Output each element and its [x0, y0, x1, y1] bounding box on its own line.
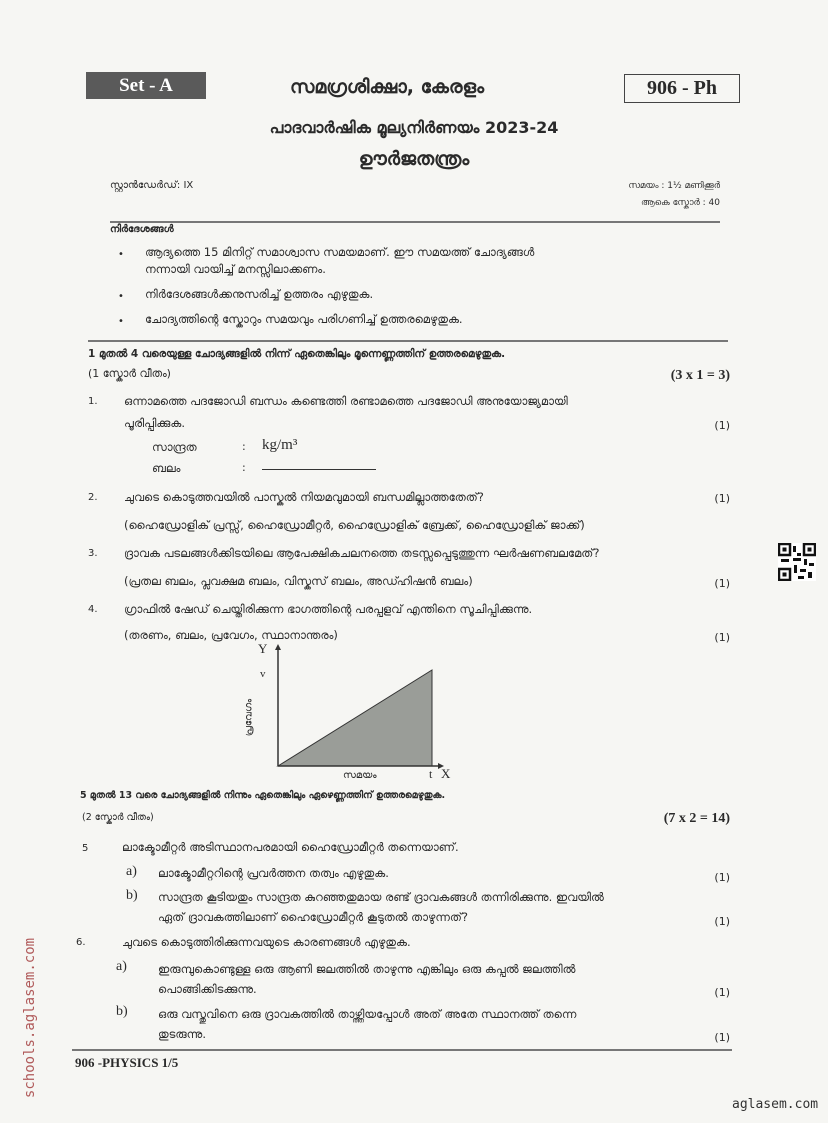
mark: (1) [714, 631, 730, 644]
subpart-label: b) [116, 1004, 128, 1019]
options: (തരണം, ബലം, പ്രവേഗം, സ്ഥാനാന്തരം) [124, 628, 338, 642]
pair-value: kg/m³ [262, 437, 298, 453]
pair-label: സാന്ദ്രത [152, 440, 197, 454]
organization-title: സമഗ്രശിക്ഷാ, കേരളം [290, 76, 485, 98]
mark: (1) [714, 871, 730, 884]
subject-title: ഊർജതന്ത്രം [358, 148, 470, 170]
options: (പ്രതല ബലം, പ്ലവക്ഷമ ബലം, വിസ്കസ് ബലം, അഡ്ഹിഷൻ ബലം) [124, 574, 473, 588]
question-number: 3. [88, 548, 98, 559]
section1-total: (3 x 1 = 3) [670, 368, 730, 383]
question-text: ലാക്ടോമീറ്റർ അടിസ്ഥാനപരമായി ഹൈഡ്രോമീറ്റർ തന്നെയാണ്. [122, 840, 459, 854]
mark: (1) [714, 915, 730, 928]
y-axis-letter: Y [258, 641, 268, 656]
side-watermark: schools.aglasem.com [22, 937, 39, 1099]
paper-code: 906 - Ph [624, 74, 740, 103]
standard: സ്റ്റാൻഡേർഡ്: IX [110, 180, 194, 191]
divider [110, 221, 720, 223]
question-text: ഇരുമ്പുകൊണ്ടുള്ള ഒരു ആണി ജലത്തിൽ താഴുന്നു എങ്കിലും ഒരു കപ്പൽ ജലത്തിൽ [158, 962, 576, 976]
question-text: ഏത് ദ്രാവകത്തിലാണ് ഹൈഡ്രോമീറ്റർ കൂടുതൽ താഴുന്നത്? [158, 910, 468, 924]
question-text: ചുവടെ കൊടുത്തിരിക്കുന്നവയുടെ കാരണങ്ങൾ എഴുതുക. [122, 935, 411, 949]
colon: : [242, 440, 246, 453]
question-number: 6. [76, 937, 86, 948]
question-text: തുടരുന്നു. [158, 1027, 206, 1041]
total-score: ആകെ സ്കോർ : 40 [641, 198, 720, 208]
mark: (1) [714, 492, 730, 505]
section2-score-each: (2 സ്കോർ വീതം) [82, 812, 154, 823]
mark: (1) [714, 986, 730, 999]
footer-divider [72, 1049, 732, 1051]
options: (ഹൈഡ്രോളിക് പ്രസ്സ്, ഹൈഡ്രോമീറ്റർ, ഹൈഡ്രോളിക് ബ്രേക്ക്, ഹൈഡ്രോളിക് ജാക്ക്) [124, 518, 585, 532]
mark: (1) [714, 577, 730, 590]
question-text: പൊങ്ങിക്കിടക്കുന്നു. [158, 982, 257, 996]
x-axis-label: സമയം [343, 770, 377, 781]
set-label: Set - A [86, 72, 206, 99]
question-number: 4. [88, 604, 98, 615]
question-number: 5 [82, 843, 89, 854]
colon: : [242, 461, 246, 474]
question-number: 1. [88, 396, 98, 407]
question-text: ചുവടെ കൊടുത്തവയിൽ പാസ്കൽ നിയമവുമായി ബന്ധമില്ലാത്തതേത്? [124, 490, 484, 504]
v-tick-label: v [260, 668, 266, 680]
y-arrow-icon [275, 644, 281, 650]
section1-heading: 1 മുതൽ 4 വരെയുള്ള ചോദ്യങ്ങളിൽ നിന്ന് ഏതെങ്കിലും മൂന്നെണ്ണത്തിന് ഉത്തരമെഴുതുക. [88, 348, 506, 360]
bullet: • [118, 249, 124, 260]
time: സമയം : 1½ മണിക്കൂർ [628, 181, 720, 191]
pair-label: ബലം [152, 461, 181, 475]
instructions-title: നിർദേശങ്ങൾ [110, 224, 174, 235]
mark: (1) [714, 1031, 730, 1044]
subpart-label: a) [126, 864, 137, 879]
question-text: ഗ്രാഫിൽ ഷേഡ് ചെയ്തിരിക്കുന്ന ഭാഗത്തിന്റെ പരപ്പളവ് എന്തിനെ സൂചിപ്പിക്കുന്നു. [124, 602, 533, 616]
velocity-time-graph [240, 640, 470, 790]
instruction: ആദ്യത്തെ 15 മിനിറ്റ് സമാശ്വാസ സമയമാണ്. ഈ സമയത്ത് ചോദ്യങ്ങൾ [145, 245, 535, 259]
x-axis-letter: X [441, 766, 451, 781]
instruction: നിർദേശങ്ങൾക്കനുസരിച്ച് ഉത്തരം എഴുതുക. [145, 287, 374, 301]
corner-watermark: aglasem.com [732, 1097, 819, 1112]
bullet: • [118, 291, 124, 302]
y-axis-label: പ്രവേഗം [243, 698, 255, 737]
section2-heading: 5 മുതൽ 13 വരെ ചോദ്യങ്ങളിൽ നിന്നും ഏതെങ്കിലും ഏഴെണ്ണത്തിന് ഉത്തരമെഴുതുക. [80, 790, 446, 801]
instruction: ചോദ്യത്തിന്റെ സ്കോറും സമയവും പരിഗണിച്ച് ഉത്തരമെഴുതുക. [145, 312, 463, 326]
question-text: ലാക്ടോമീറ്ററിന്റെ പ്രവർത്തന തത്വം എഴുതുക. [158, 866, 389, 880]
answer-blank [262, 469, 376, 470]
question-text: ഒരു വസ്തുവിനെ ഒരു ദ്രാവകത്തിൽ താഴ്ത്തിയപ്പോൾ അത് അതേ സ്ഥാനത്ത് തന്നെ [158, 1007, 577, 1021]
exam-title: പാദവാർഷിക മൂല്യനിർണയം 2023-24 [269, 118, 559, 137]
question-text: ദ്രാവക പടലങ്ങൾക്കിടയിലെ ആപേക്ഷികചലനത്തെ തടസ്സപ്പെടുത്തുന്ന ഘർഷണബലമേത്? [124, 546, 600, 560]
question-number: 2. [88, 492, 98, 503]
question-text: ഒന്നാമത്തെ പദജോഡി ബന്ധം കണ്ടെത്തി രണ്ടാമത്തെ പദജോഡി അനുയോജ്യമായി [124, 394, 568, 408]
shaded-area [278, 670, 432, 766]
bullet: • [118, 316, 124, 327]
t-tick-label: t [429, 767, 433, 781]
question-text: പൂരിപ്പിക്കുക. [124, 416, 186, 430]
section1-score-each: (1 സ്കോർ വീതം) [88, 367, 171, 380]
divider [88, 340, 728, 342]
footer-page: 906 -PHYSICS 1/5 [75, 1055, 179, 1070]
subpart-label: b) [126, 888, 138, 903]
mark: (1) [714, 419, 730, 432]
question-text: സാന്ദ്രത കൂടിയതും സാന്ദ്രത കുറഞ്ഞതുമായ രണ്ട് ദ്രാവകങ്ങൾ തന്നിരിക്കുന്നു. ഇവയിൽ [158, 890, 604, 904]
qr-code-icon [778, 543, 816, 581]
section2-total: (7 x 2 = 14) [663, 811, 730, 826]
instruction: നന്നായി വായിച്ച് മനസ്സിലാക്കണം. [145, 262, 326, 276]
subpart-label: a) [116, 959, 127, 974]
